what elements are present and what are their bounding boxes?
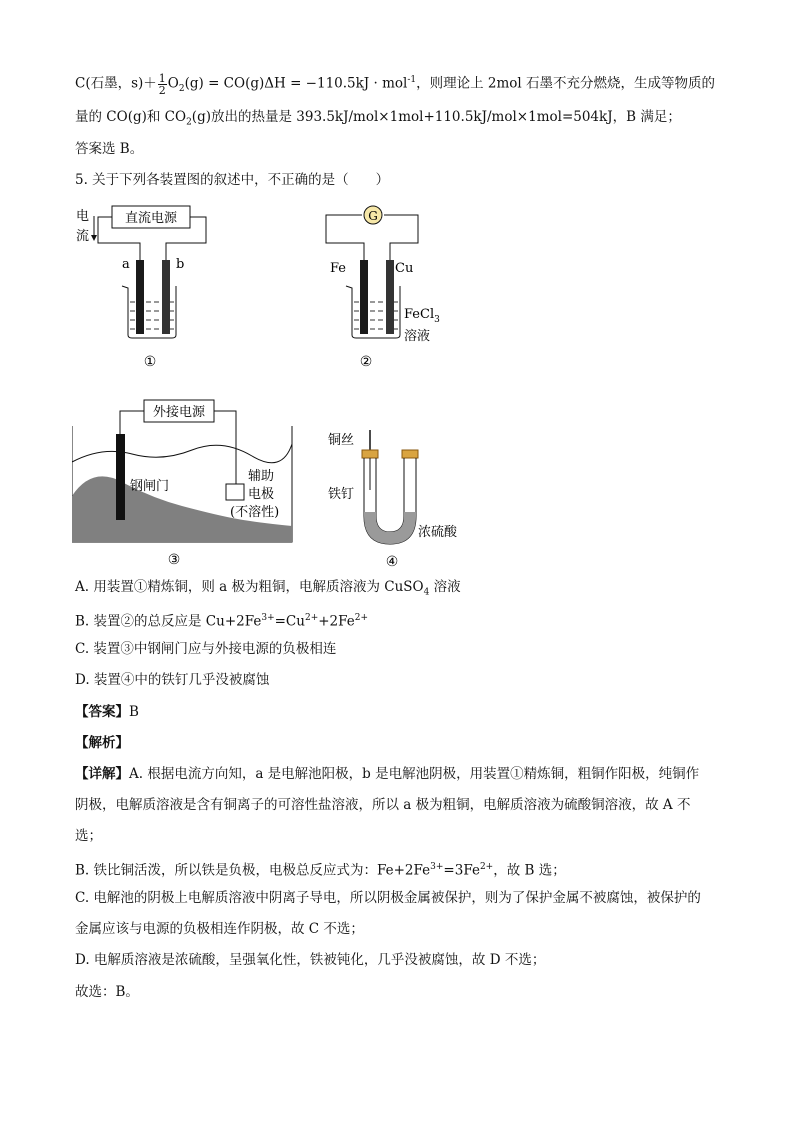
- current-label-1: 电: [76, 209, 90, 224]
- analysis-p4: D. 电解质溶液是浓硫酸，呈强氧化性，铁被钝化，几乎没被腐蚀，故 D 不选；: [75, 952, 546, 968]
- sup: 2+: [354, 613, 369, 623]
- sub: 4: [423, 587, 430, 598]
- analysis-p2: [75, 857, 566, 881]
- answer-label: 【答案】: [75, 704, 129, 720]
- text: ，故 B 选；: [493, 862, 566, 879]
- text: +2Fe: [318, 613, 355, 630]
- analysis-p1-l1: [75, 764, 699, 784]
- text: B. 装置②的总反应是 Cu+2Fe: [75, 613, 262, 630]
- electrode-a-label: a: [122, 257, 130, 272]
- answer: [75, 702, 139, 722]
- figure-number: ④: [385, 554, 399, 570]
- stopper-right: [402, 450, 418, 458]
- figure-1-electrolysis: [70, 198, 220, 373]
- eq-text-2: (g) = CO(g)ΔH = −110.5kJ · mol: [184, 75, 408, 92]
- figure-4-u-tube: [326, 420, 476, 572]
- prev-line-2: [75, 107, 681, 133]
- sup: 3+: [261, 613, 275, 623]
- eq-sup: -1: [407, 75, 417, 85]
- analysis-p1-l3: 选；: [75, 828, 102, 844]
- option-b: [75, 608, 368, 632]
- electrode-b-label: b: [176, 257, 185, 272]
- wire-label: 铜丝: [328, 433, 355, 448]
- eq-text: C(石墨，s)＋: [75, 75, 157, 92]
- sup: 2+: [304, 613, 319, 623]
- wire-left: [120, 411, 144, 434]
- water-surface: [72, 444, 292, 463]
- text: (g)放出的热量是 393.5kJ/mol×1mol+110.5kJ/mol×1mol=504kJ，B 满足；: [191, 109, 681, 125]
- u-tube-inner: [376, 458, 404, 532]
- acid-liquid: [364, 512, 416, 544]
- wire-left: [326, 215, 364, 260]
- acid-label: 浓硫酸: [418, 525, 458, 540]
- sup: 2+: [479, 862, 494, 872]
- analysis-p3-l1: C. 电解池的阴极上电解质溶液中阴离子导电，所以阴极金属被保护，则为了保护金属不被腐蚀，被保护的: [75, 890, 701, 906]
- sup: 3+: [430, 862, 444, 872]
- steel-gate: [116, 434, 125, 520]
- cu-label: Cu: [395, 261, 414, 276]
- stopper-left: [362, 450, 378, 458]
- text: 量的 CO(g)和 CO: [75, 109, 187, 125]
- text: A. 用装置①精炼铜，则 a 极为粗铜，电解质溶液为 CuSO: [75, 579, 424, 595]
- frac-num: 1: [158, 71, 166, 85]
- electrode-b: [162, 260, 170, 334]
- option-c: C. 装置③中钢闸门应与外接电源的负极相连: [75, 641, 337, 657]
- current-label-2: 流: [76, 229, 90, 244]
- text: =Cu: [274, 613, 305, 630]
- solution-label: FeCl$_3$: [404, 307, 440, 325]
- fe-electrode: [360, 260, 368, 334]
- detail-label: 【详解】: [75, 766, 129, 782]
- aux-label-3: (不溶性): [230, 505, 280, 520]
- aux-label-1: 辅助: [248, 469, 275, 484]
- text: A. 根据电流方向知，a 是电解池阳极，b 是电解池阴极，用装置①精炼铜，粗铜作阳极，纯铜作: [129, 766, 700, 782]
- fraction-half: [158, 73, 167, 96]
- aux-electrode: [226, 484, 244, 500]
- figure-number: ①: [143, 354, 157, 370]
- eq-o2-sub: 2: [178, 84, 185, 95]
- solution-label-2: 溶液: [404, 329, 431, 344]
- gate-label: 钢闸门: [130, 479, 170, 494]
- electrode-a: [136, 260, 144, 334]
- text: =3Fe: [443, 862, 480, 879]
- eq-tail: ，则理论上 2mol 石墨不充分燃烧，生成等物质的: [416, 75, 716, 92]
- text: B. 铁比铜活泼，所以铁是负极，电极总反应式为：Fe+2Fe: [75, 862, 431, 879]
- option-a: [75, 577, 461, 603]
- sub: 2: [186, 117, 192, 128]
- cu-electrode: [386, 260, 394, 334]
- power-label: 外接电源: [152, 405, 206, 420]
- conclusion: 故选：B。: [75, 984, 139, 1000]
- aux-label-2: 电极: [248, 487, 275, 502]
- analysis-label: 【解析】: [75, 735, 129, 751]
- option-d: D. 装置④中的铁钉几乎没被腐蚀: [75, 672, 270, 688]
- prev-answer: 答案选 B。: [75, 141, 144, 157]
- frac-den: 2: [158, 83, 166, 97]
- galvanometer-label: G: [368, 209, 378, 223]
- nail-label: 铁钉: [328, 487, 355, 502]
- figure-number: ②: [359, 354, 373, 370]
- figure-number: ③: [167, 552, 181, 568]
- fe-label: Fe: [330, 261, 347, 276]
- figure-3-cathodic-protection: [72, 396, 302, 571]
- analysis-p3-l2: 金属应该与电源的负极相连作阴极，故 C 不选；: [75, 921, 364, 937]
- wire-right: [384, 215, 418, 260]
- question-stem: 5. 关于下列各装置图的叙述中，不正确的是（ ）: [75, 172, 390, 188]
- arrow-head-icon: [91, 235, 97, 241]
- text: 溶液: [429, 579, 461, 595]
- eq-o2: O: [167, 75, 179, 92]
- answer-value: B: [129, 704, 139, 720]
- analysis-p1-l2: 阴极，电解质溶液是含有铜离子的可溶性盐溶液，所以 a 极为粗铜，电解质溶液为硫酸铜溶液，故 A 不: [75, 797, 691, 813]
- equation-line: [75, 70, 715, 99]
- figure-2-galvanic-cell: [320, 198, 460, 373]
- power-label: 直流电源: [124, 211, 178, 226]
